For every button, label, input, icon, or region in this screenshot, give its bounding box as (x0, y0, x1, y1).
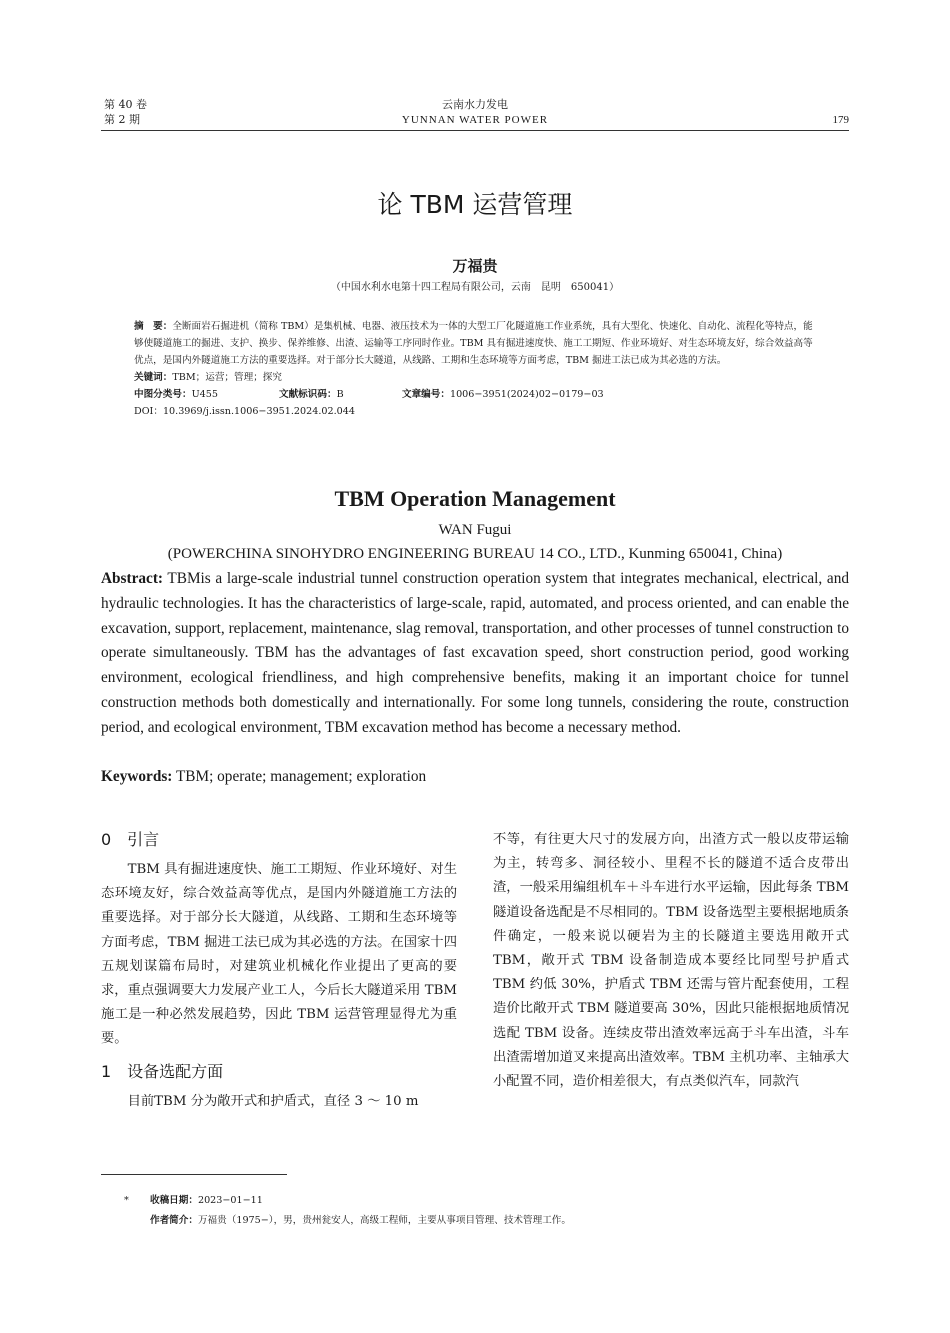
affiliation-cn: （中国水利水电第十四工程局有限公司，云南 昆明 650041） (330, 282, 620, 293)
keywords-cn-text: TBM；运营；管理；探究 (172, 372, 282, 383)
clc-value: U455 (191, 389, 218, 400)
article-no-value: 1006−3951(2024)02−0179−03 (449, 389, 604, 400)
classification-row (134, 386, 818, 403)
abstract-cn (134, 318, 818, 369)
keywords-en-text: TBM; operate; management; exploration (172, 768, 427, 785)
received-date: 2023−01−11 (197, 1195, 263, 1206)
abstract-cn-block (134, 318, 818, 420)
body-column-right (493, 828, 849, 1094)
page-number: 179 (832, 114, 849, 126)
issue-label: 第 2 期 (104, 113, 140, 126)
doi: DOI：10.3969/j.issn.1006−3951.2024.02.044 (134, 406, 355, 417)
article-title-en: TBM Operation Management (334, 486, 616, 511)
article-title-cn: 论 TBM 运营管理 (377, 190, 573, 219)
bio-label: 作者简介： (150, 1215, 198, 1226)
affiliation-en: (POWERCHINA SINOHYDRO ENGINEERING BUREAU 14 CO., LTD., Kunming 650041, China) (167, 546, 783, 562)
journal-name-en: YUNNAN WATER POWER (401, 114, 549, 126)
abstract-cn-text: 全断面岩石掘进机（简称 TBM）是集机械、电器、液压技术为一体的大型工厂化隧道施工作业系统，具有大型化、快速化、自动化、流程化等特点，能够使隧道施工的掘进、支护、换步、保养维修、出渣、运输等工序同时作业。TBM 具有掘进速度快、施工工期短、作业环境好、对生态环境友好，综合效益高等优点，是国内外隧道施工方法的重要选择。对于部分长大隧道，从线路、工期和生态环境等方面考虑，TBM 掘进工法已成为其必选的方法。 (134, 321, 813, 366)
keywords-en-label: Keywords: (101, 768, 173, 785)
abstract-en-text: TBMis a large-scale industrial tunnel construction operation system that integrates mechanical, electrical, and hydraulic technologies. It has the characteristics of large-scale, rapid, automated, and process oriented, and can enable the excavation, support, replacement, maintenance, slag removal, transportation, and other processes of tunnel construction to operate simultaneously. TBM has the advantages of fast excavation speed, short construction period, good working environment, ecological friendliness, and high comprehensive benefits, making it an important choice for tunnel construction methods both domestically and internationally. For some long tunnels, considering the route, construction period, and ecological environment, TBM excavation method has become a necessary method. (101, 570, 849, 736)
volume-label: 第 40 卷 (104, 98, 147, 111)
abstract-en-label: Abstract: (101, 570, 164, 587)
section-1-paragraph-continued: 不等，有往更大尺寸的发展方向，出渣方式一般以皮带运输为主，转弯多、洞径较小、里程不长的隧道不适合皮带出渣，一般采用编组机车＋斗车进行水平运输，因此每条 TBM 隧道设备选配是不尽相同的。TBM 设备选型主要根据地质条件确定，一般来说以硬岩为主的长隧道主要选用敞开式 TBM，敞开式 TBM 设备制造成本要经比同型号护盾式 TBM 约低 30%，护盾式 TBM 还需与管片配套使用，工程造价比敞开式 TBM 隧道要高 30%，因此只能根据地质情况选配 TBM 设备。连续皮带出渣效率远高于斗车出渣，斗车出渣需增加道叉来提高出渣效率。TBM 主机功率、主轴承大小配置不同，造价相差很大，有点类似汽车，同款汽 (493, 832, 849, 1090)
clc-label: 中图分类号： (134, 389, 192, 400)
body-column-left (101, 826, 457, 1114)
footnote-divider (101, 1174, 287, 1175)
abstract-cn-label: 摘 要： (134, 321, 173, 332)
keywords-cn-label: 关键词： (134, 372, 173, 383)
section-1-paragraph: 目前TBM 分为敞开式和护盾式，直径 3 ～ 10 m (127, 1093, 419, 1109)
author-cn: 万福贵 (452, 257, 498, 275)
bio-text: 万福贵（1975−），男，贵州瓮安人，高级工程师，主要从事项目管理、技术管理工作。 (197, 1215, 571, 1226)
footnote-marker: * (124, 1195, 129, 1206)
footnote-received (124, 1194, 263, 1208)
header-divider (101, 130, 849, 131)
section-0-heading: 0 引言 (101, 830, 160, 849)
section-1-heading: 1 设备选配方面 (101, 1061, 224, 1081)
abstract-en (101, 567, 849, 741)
article-no-label: 文章编号： (402, 389, 450, 400)
doc-code-label: 文献标识码： (279, 389, 337, 400)
keywords-en (101, 765, 849, 789)
footnote-author-bio (150, 1214, 571, 1228)
keywords-cn (134, 369, 818, 386)
section-0-paragraph: TBM 具有掘进速度快、施工工期短、作业环境好、对生态环境友好，综合效益高等优点，是国内外隧道施工方法的重要选择。对于部分长大隧道，从线路、工期和生态环境等方面考虑，TBM 掘进工法已成为其必选的方法。在国家十四五规划谋篇布局时，对建筑业机械化作业提出了更高的要求，重点强调要大力发展产业工人，今后长大隧道采用 TBM 施工是一种必然发展趋势，因此 TBM 运营管理显得尤为重要。 (101, 862, 457, 1047)
received-label: 收稿日期： (150, 1195, 198, 1206)
doc-code-value: B (336, 389, 344, 400)
journal-name-cn: 云南水力发电 (442, 98, 508, 111)
author-en: WAN Fugui (438, 522, 512, 538)
